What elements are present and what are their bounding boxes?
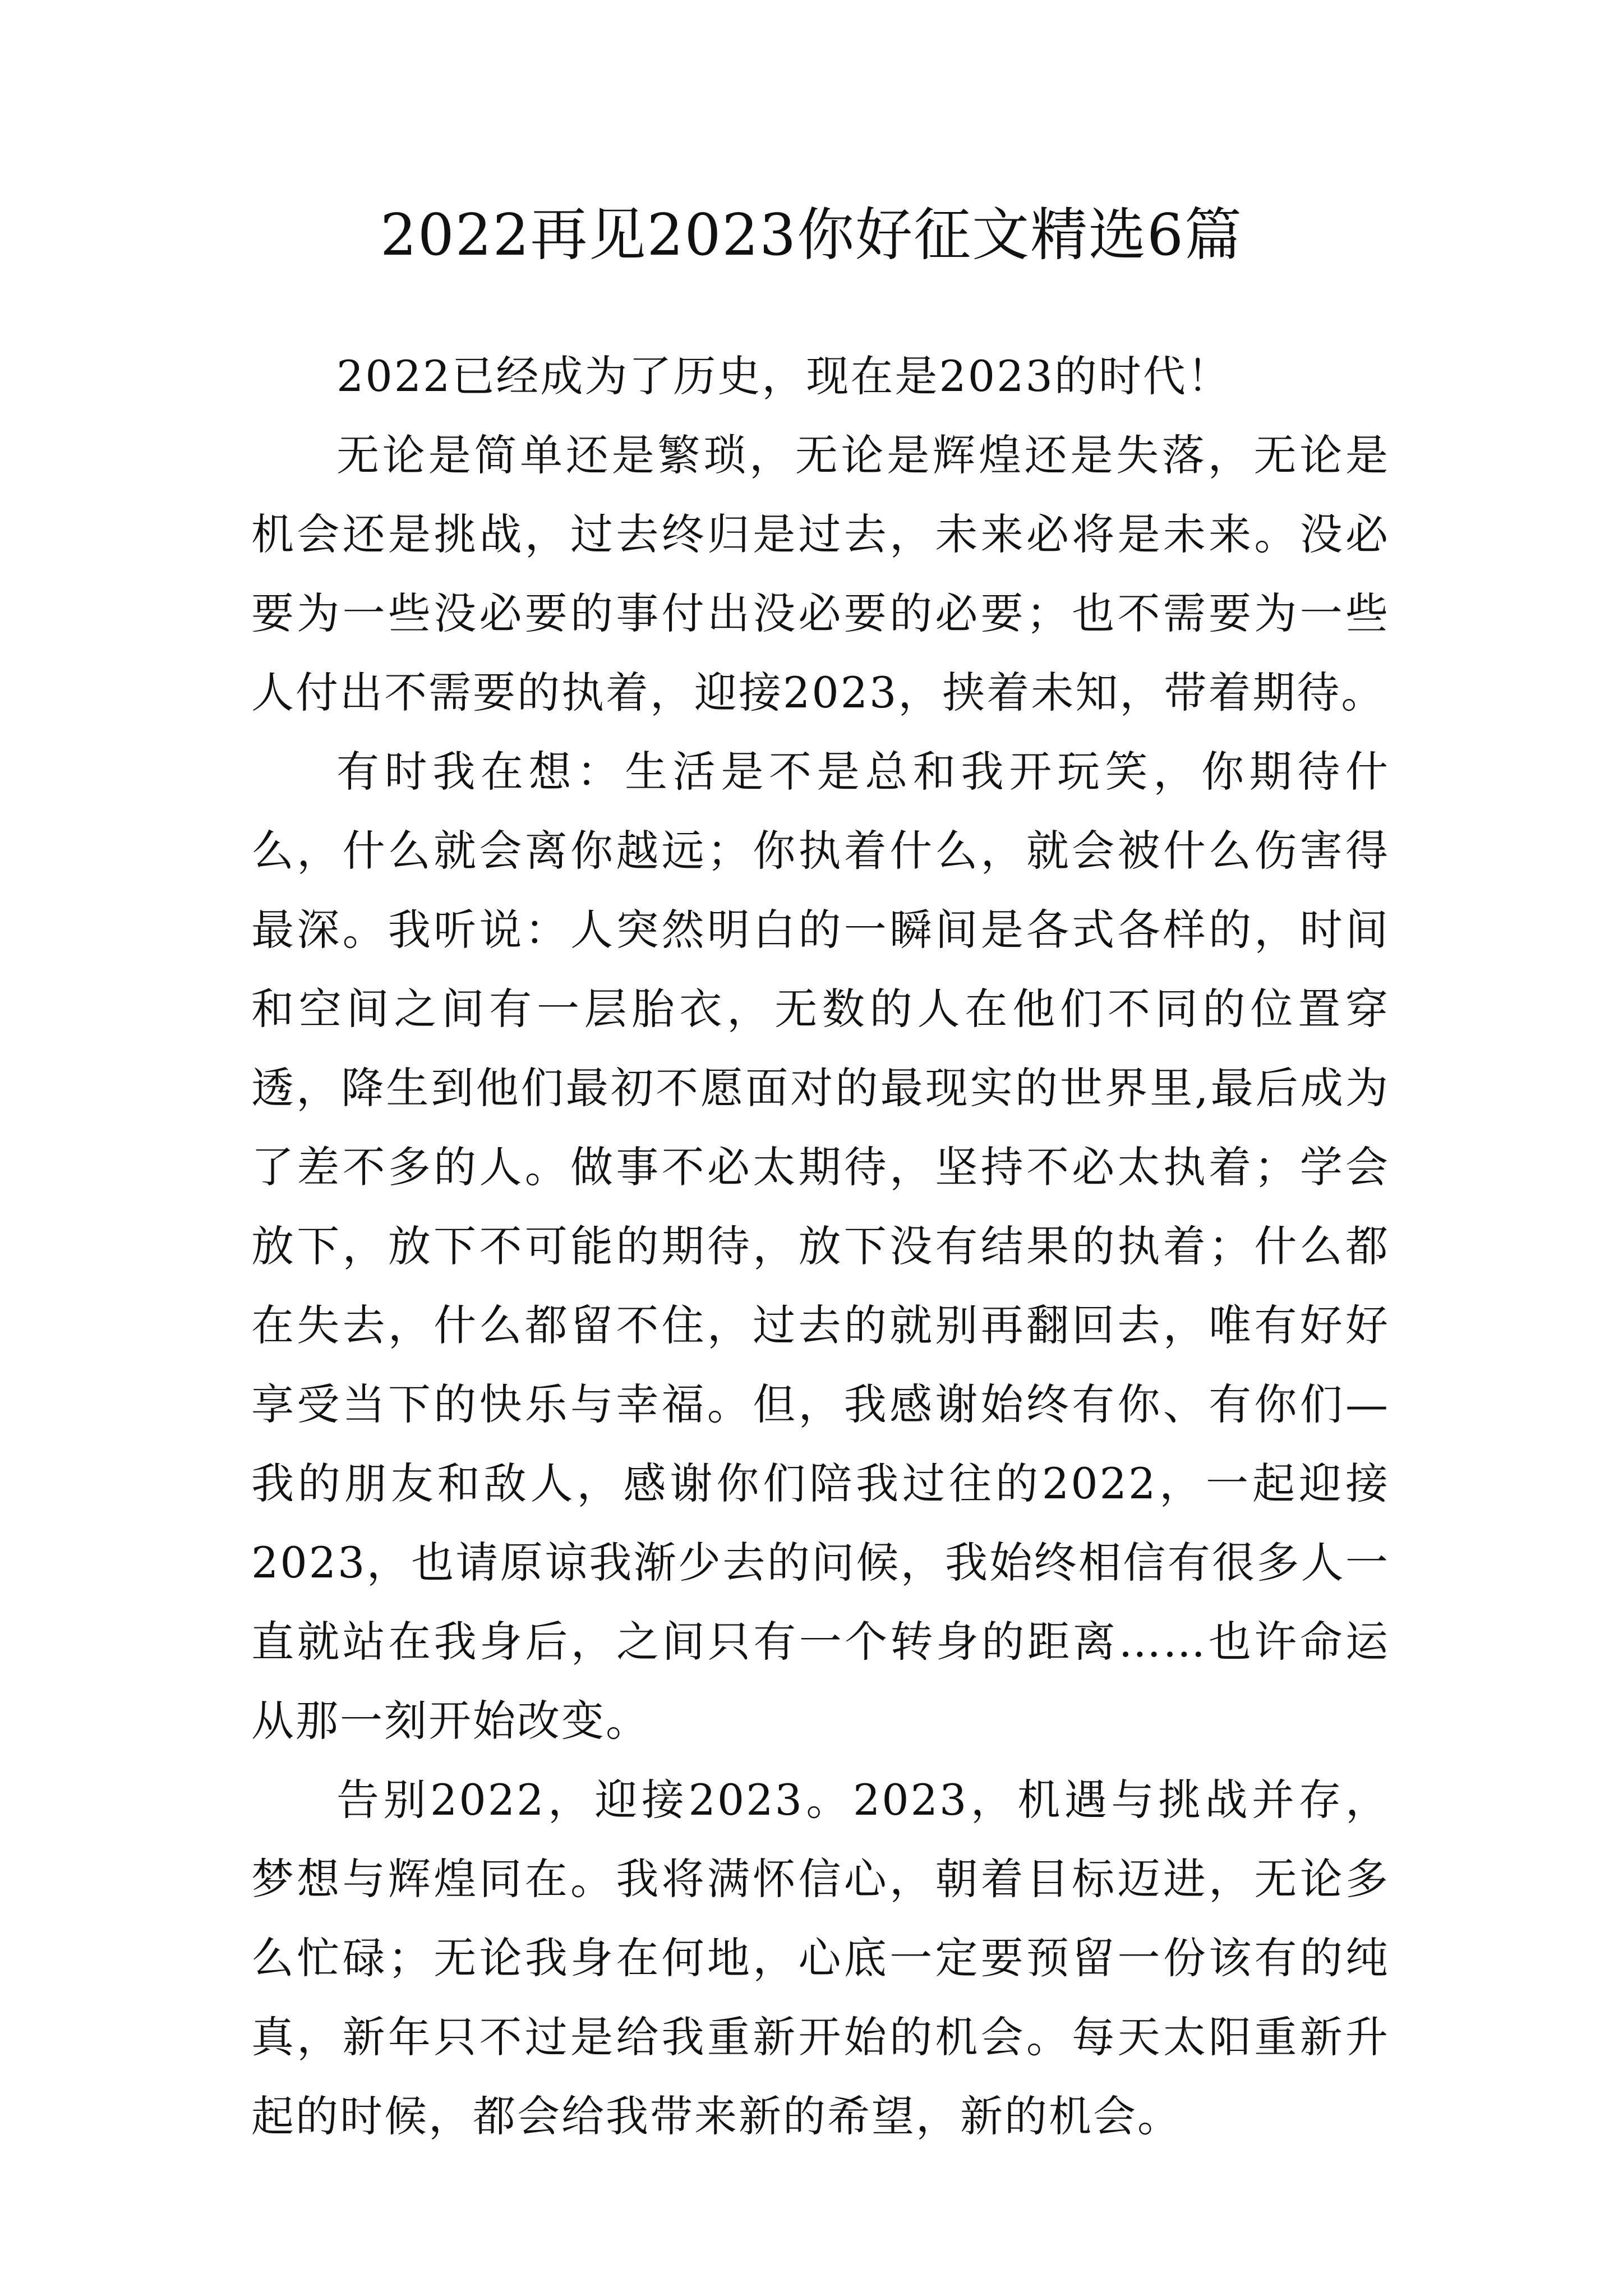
- paragraph-1: 2022已经成为了历史，现在是2023的时代！: [336, 351, 1232, 401]
- document-title: 2022再见2023你好征文精选6篇: [380, 202, 1243, 269]
- paragraph-3: 有时我在想：生活是不是总和我开玩笑，你期待什么，什么就会离你越远；你执着什么，就会被什么伤害得最深。我听说：人突然明白的一瞬间是各式各样的，时间和空间之间有一层胎衣，无数的人在他们不同的位置穿透，降生到他们最初不愿面对的最现实的世界里,最后成为了差不多的人。做事不必太期待，坚持不必太执着；学会放下，放下不可能的期待，放下没有结果的执着；什么都在失去，什么都留不住，过去的就别再翻回去，唯有好好享受当下的快乐与幸福。但，我感谢始终有你、有你们—我的朋友和敌人，感谢你们陪我过往的2022，一起迎接2023，也请原谅我渐少去的问候，我始终相信有很多人一直就站在我身后，之间只有一个转身的距离……也许命运从那一刻开始改变。: [251, 747, 1390, 1746]
- document-body: [251, 337, 1390, 2156]
- paragraph-2: 无论是简单还是繁琐，无论是辉煌还是失落，无论是机会还是挑战，过去终归是过去，未来必将是未来。没必要为一些没必要的事付出没必要的必要；也不需要为一些人付出不需要的执着，迎接2023，挟着未知，带着期待。: [251, 430, 1390, 717]
- paragraph-4: 告别2022，迎接2023。2023，机遇与挑战并存，梦想与辉煌同在。我将满怀信心，朝着目标迈进，无论多么忙碌；无论我身在何地，心底一定要预留一份该有的纯真，新年只不过是给我重新开始的机会。每天太阳重新升起的时候，都会给我带来新的希望，新的机会。: [251, 1775, 1390, 2141]
